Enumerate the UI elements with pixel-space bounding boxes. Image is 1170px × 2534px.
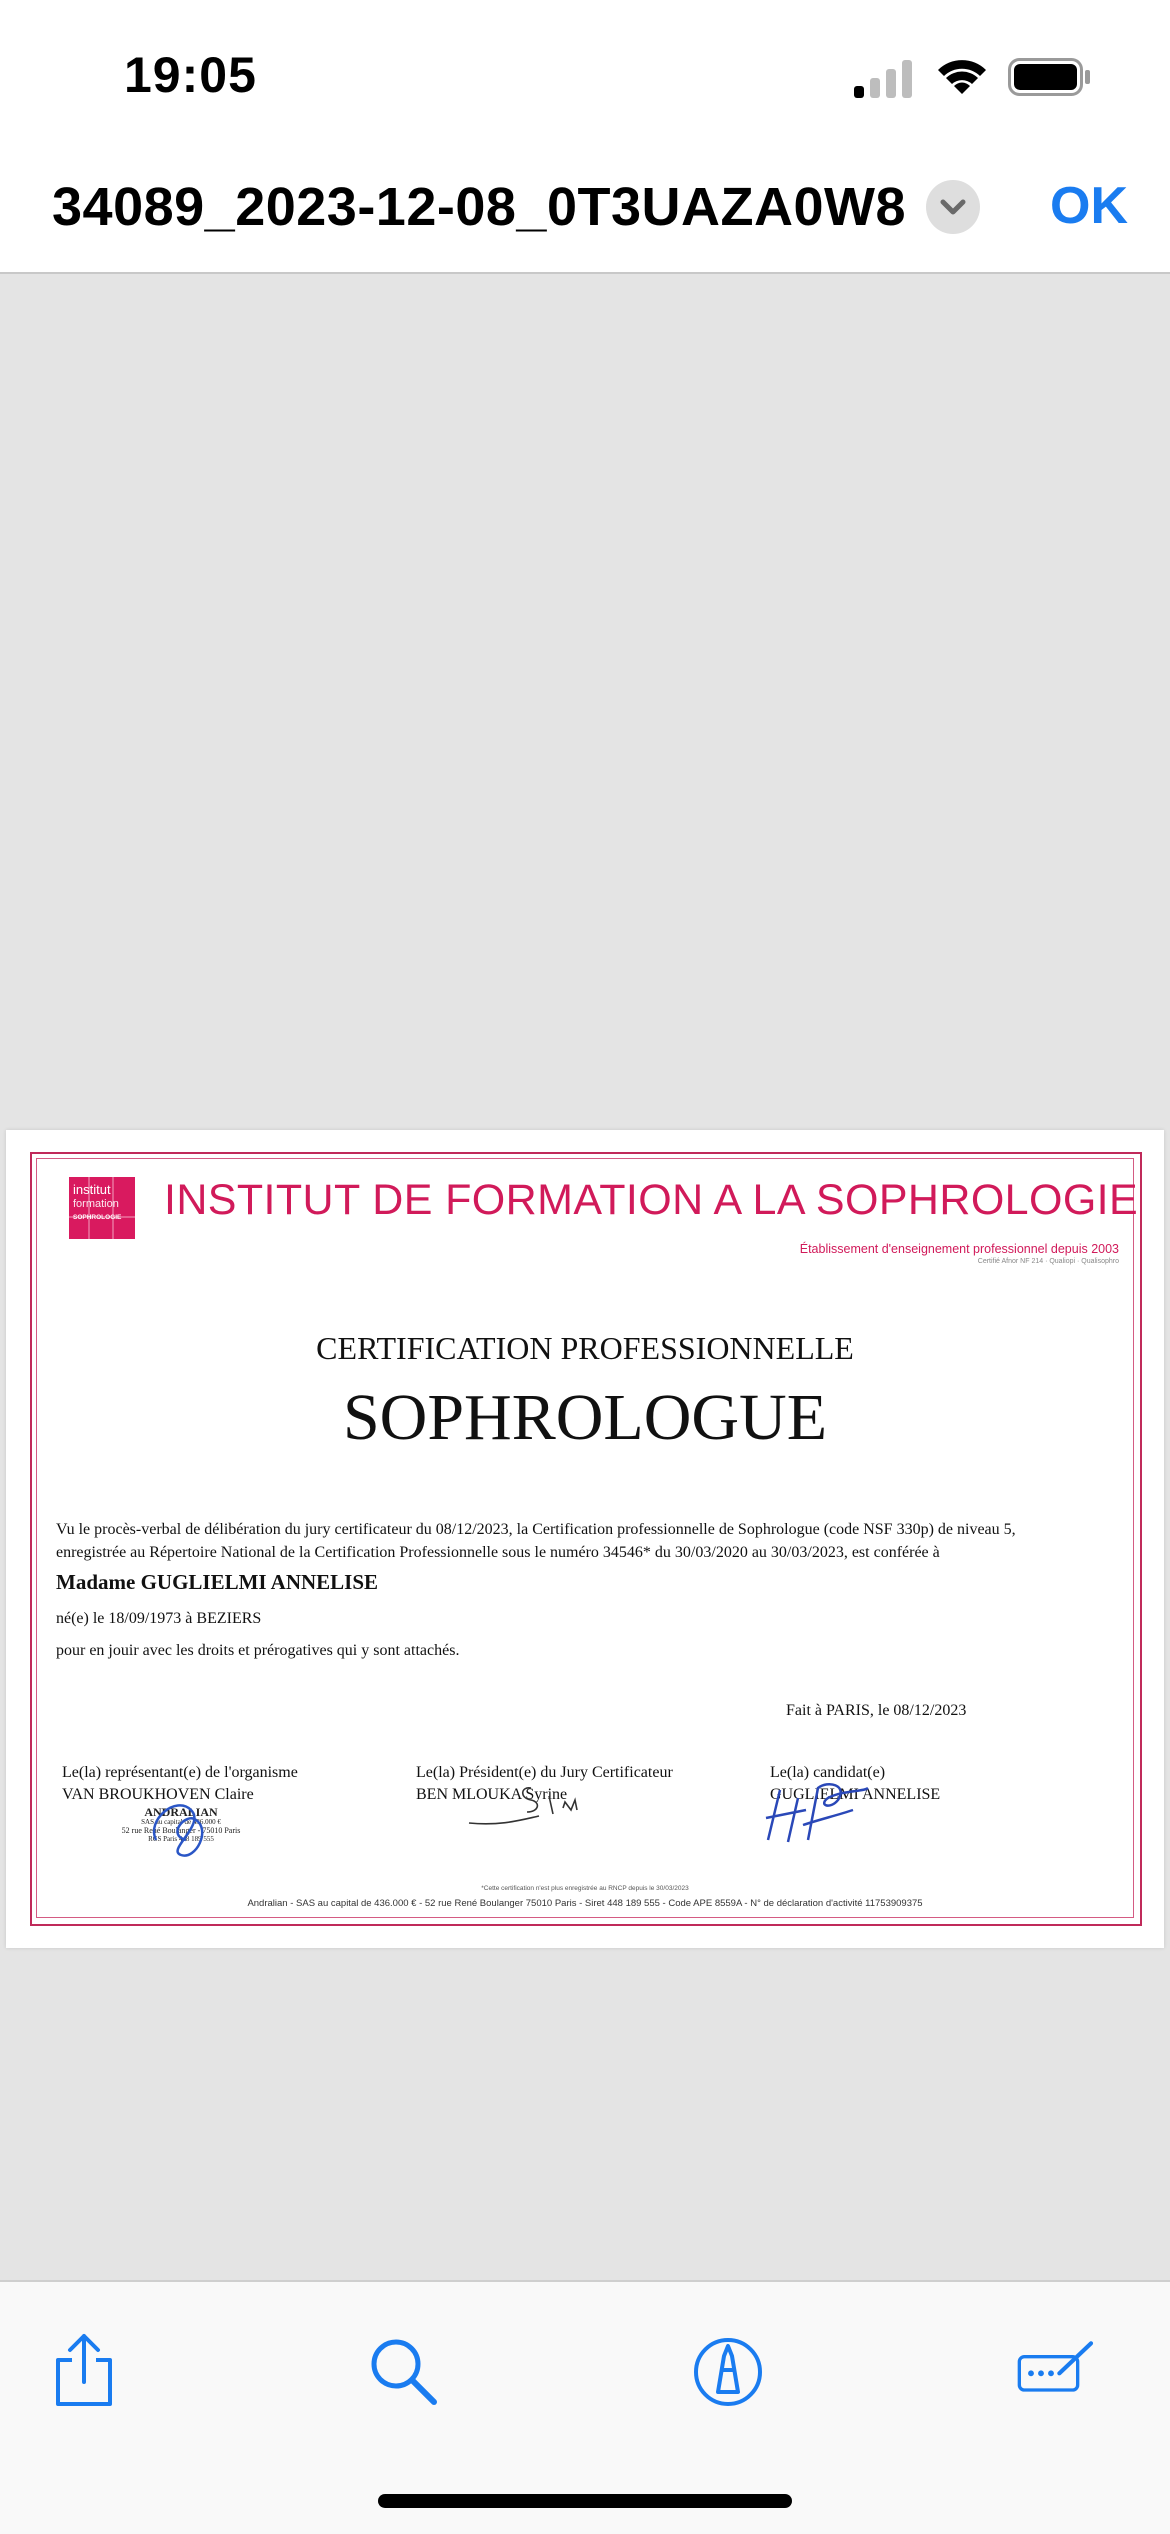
issue-place-date: Fait à PARIS, le 08/12/2023 <box>786 1702 967 1719</box>
signatory-role: Le(la) candidat(e) <box>770 1764 886 1781</box>
chevron-down-icon <box>926 180 980 234</box>
document-nav-bar <box>0 140 1170 274</box>
search-icon[interactable] <box>364 2330 444 2410</box>
signature-organisation <box>136 1790 246 1860</box>
status-bar <box>0 0 1170 140</box>
share-icon[interactable] <box>44 2330 124 2410</box>
body-line-2: enregistrée au Répertoire National de la Certification Professionnelle sous le numéro 34546* du 30/03/2020 au 30/03/2023, est conférée à <box>56 1544 940 1561</box>
signature-icon[interactable] <box>1016 2330 1096 2410</box>
stamp-line4: RCS Paris 448 189 555 <box>148 1834 214 1843</box>
stamp-line2: SAS au capital de 436.000 € <box>141 1818 221 1827</box>
cellular-signal-icon <box>852 58 914 98</box>
document-filename[interactable]: 34089_2023-12-08_0T3UAZA0W8 <box>52 177 907 237</box>
certificate-footer: Andralian - SAS au capital de 436.000 € - 52 rue René Boulanger 75010 Paris - Siret 448 189 555 - Code APE 8559A - N° de déclaration d'activité 11753909375 <box>247 1898 923 1909</box>
signatory-name: VAN BROUKHOVEN Claire <box>62 1786 254 1803</box>
markup-icon[interactable] <box>688 2330 768 2410</box>
stamp-line3: 52 rue René Boulanger - 75010 Paris <box>121 1825 241 1835</box>
status-time: 19:05 <box>124 47 257 103</box>
institute-subtitle: Établissement d'enseignement professionnel depuis 2003 <box>799 1242 1119 1256</box>
logo-line1: institut <box>73 1182 111 1197</box>
logo-line3: SOPHROLOGIE <box>73 1214 122 1221</box>
signatory-name: BEN MLOUKA Syrine <box>416 1786 568 1803</box>
signature-candidate <box>758 1770 878 1850</box>
institute-certification: Certifié Afnor NF 214 · Qualiopi · Qualisophro <box>977 1258 1119 1265</box>
home-indicator[interactable] <box>378 2494 792 2508</box>
signature-jury-president <box>461 1778 601 1834</box>
certificate-title: SOPHROLOGUE <box>342 1381 828 1454</box>
footnote: *Cette certification n'est plus enregistrée au RNCP depuis le 30/03/2023 <box>481 1885 689 1892</box>
signatory-role: Le(la) représentant(e) de l'organisme <box>62 1764 298 1781</box>
recipient-name: Madame GUGLIELMI ANNELISE <box>56 1570 379 1594</box>
institute-name: INSTITUT DE FORMATION A LA SOPHROLOGIE <box>164 1176 1139 1224</box>
ok-button[interactable]: OK <box>1050 177 1128 235</box>
document-viewer[interactable] <box>0 274 1170 2280</box>
certificate-body <box>56 1518 1116 1564</box>
filename-menu-button[interactable] <box>926 180 980 234</box>
wifi-icon <box>936 56 988 96</box>
institute-logo <box>69 1177 135 1239</box>
certificate-heading: CERTIFICATION PROFESSIONNELLE <box>316 1330 854 1366</box>
signatory-name: GUGLIELMI ANNELISE <box>770 1786 941 1803</box>
signatory-role: Le(la) Président(e) du Jury Certificateur <box>416 1764 673 1781</box>
body-line-1: Vu le procès-verbal de délibération du jury certificateur du 08/12/2023, la Certification professionnelle de Sophrologue (code NSF 330p) de niveau 5, <box>56 1521 1016 1538</box>
rights-statement: pour en jouir avec les droits et prérogatives qui y sont attachés. <box>56 1642 460 1659</box>
logo-line2: formation <box>73 1198 119 1210</box>
certificate-page <box>6 1130 1164 1948</box>
stamp-line1: ANDRALIAN <box>144 1805 218 1819</box>
battery-icon <box>1008 58 1092 96</box>
birth-info: né(e) le 18/09/1973 à BEZIERS <box>56 1610 262 1627</box>
